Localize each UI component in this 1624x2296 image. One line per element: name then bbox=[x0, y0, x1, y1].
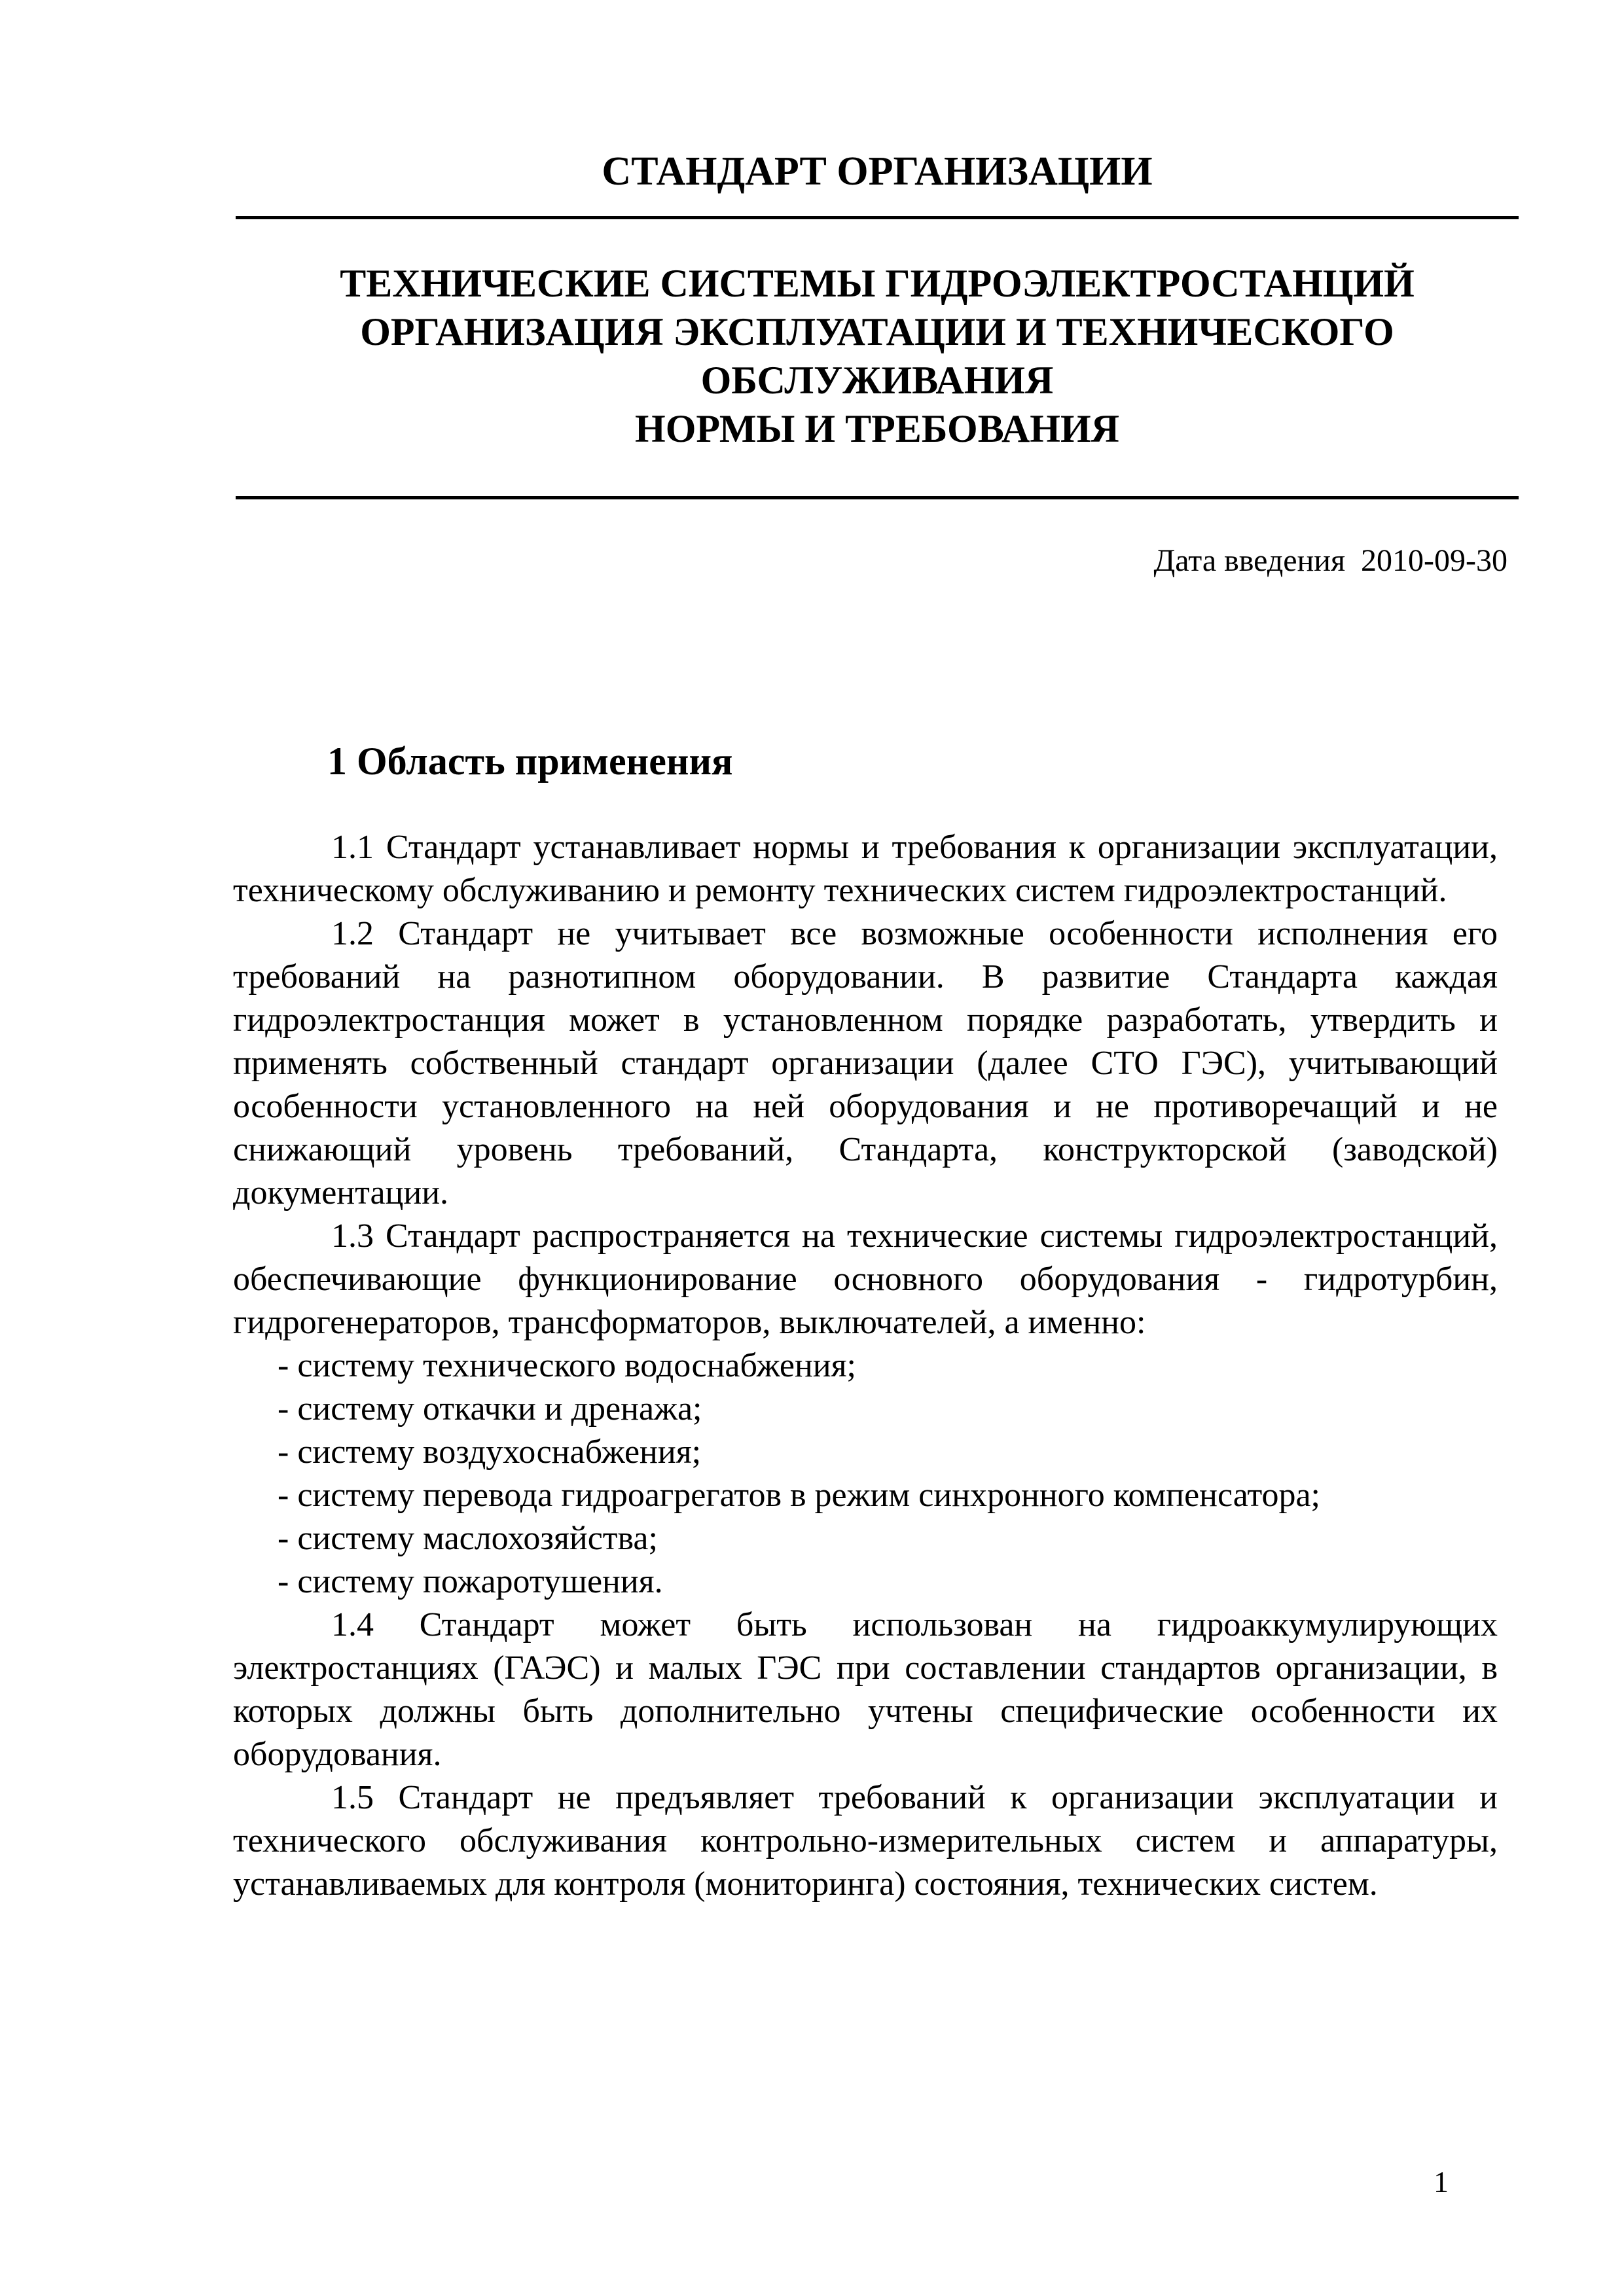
paragraph-1-2: 1.2 Стандарт не учитывает все возможные особенности исполнения его требований на разнотипном оборудовании. В развитие Стандарта каждая гидроэлектростанция может в установленном порядке разработать, утвердить и применять собственный стандарт организации (далее СТО ГЭС), учитывающий особенности установленного на ней оборудования и не противоречащий и не снижающий уровень требований, Стандарта, конструкторской (заводской) документации. bbox=[233, 915, 1498, 1211]
list-item: - систему перевода гидроагрегатов в режим синхронного компенсатора; bbox=[278, 1477, 1321, 1514]
document-title-line: ОБСЛУЖИВАНИЯ bbox=[700, 359, 1054, 402]
organization-standard-heading: СТАНДАРТ ОРГАНИЗАЦИИ bbox=[602, 149, 1153, 194]
paragraph-1-3: 1.3 Стандарт распространяется на технические системы гидроэлектростанций, обеспечивающие функционирование основного оборудования - гидротурбин, гидрогенераторов, трансформаторов, выключателей, а именно: bbox=[233, 1217, 1498, 1341]
page-number: 1 bbox=[1434, 2165, 1449, 2198]
paragraph-1-5: 1.5 Стандарт не предъявляет требований к организации эксплуатации и технического обслуживания контрольно-измерительных систем и аппаратуры, устанавливаемых для контроля (мониторинга) состояния, технических систем. bbox=[233, 1779, 1498, 1903]
section-heading: 1 Область применения bbox=[327, 740, 733, 783]
introduction-date bbox=[1153, 538, 1507, 584]
introduction-date-label: Дата введения bbox=[1153, 543, 1346, 578]
list-item: - систему маслохозяйства; bbox=[278, 1520, 658, 1557]
paragraph-1-4: 1.4 Стандарт может быть использован на гидроаккумулирующих электростанциях (ГАЭС) и малых ГЭС при составлении стандартов организации, в которых должны быть дополнительно учтены специфические особенности их оборудования. bbox=[233, 1606, 1498, 1773]
bottom-divider bbox=[236, 496, 1519, 499]
document-title-line: ОРГАНИЗАЦИЯ ЭКСПЛУАТАЦИИ И ТЕХНИЧЕСКОГО bbox=[360, 310, 1394, 353]
list-item: - систему пожаротушения. bbox=[278, 1563, 663, 1600]
list-item: - систему откачки и дренажа; bbox=[278, 1390, 702, 1427]
list-item: - систему воздухоснабжения; bbox=[278, 1433, 702, 1471]
top-divider bbox=[236, 216, 1519, 219]
list-item: - систему технического водоснабжения; bbox=[278, 1347, 856, 1384]
introduction-date-value: 2010-09-30 bbox=[1361, 543, 1507, 578]
document-title bbox=[236, 259, 1519, 453]
document-title-line: НОРМЫ И ТРЕБОВАНИЯ bbox=[635, 407, 1119, 450]
paragraph-1-1: 1.1 Стандарт устанавливает нормы и требования к организации эксплуатации, техническому обслуживанию и ремонту технических систем гидроэлектростанций. bbox=[233, 829, 1498, 909]
document-title-line: ТЕХНИЧЕСКИЕ СИСТЕМЫ ГИДРОЭЛЕКТРОСТАНЦИЙ bbox=[340, 262, 1415, 305]
section-body bbox=[233, 826, 1498, 1906]
